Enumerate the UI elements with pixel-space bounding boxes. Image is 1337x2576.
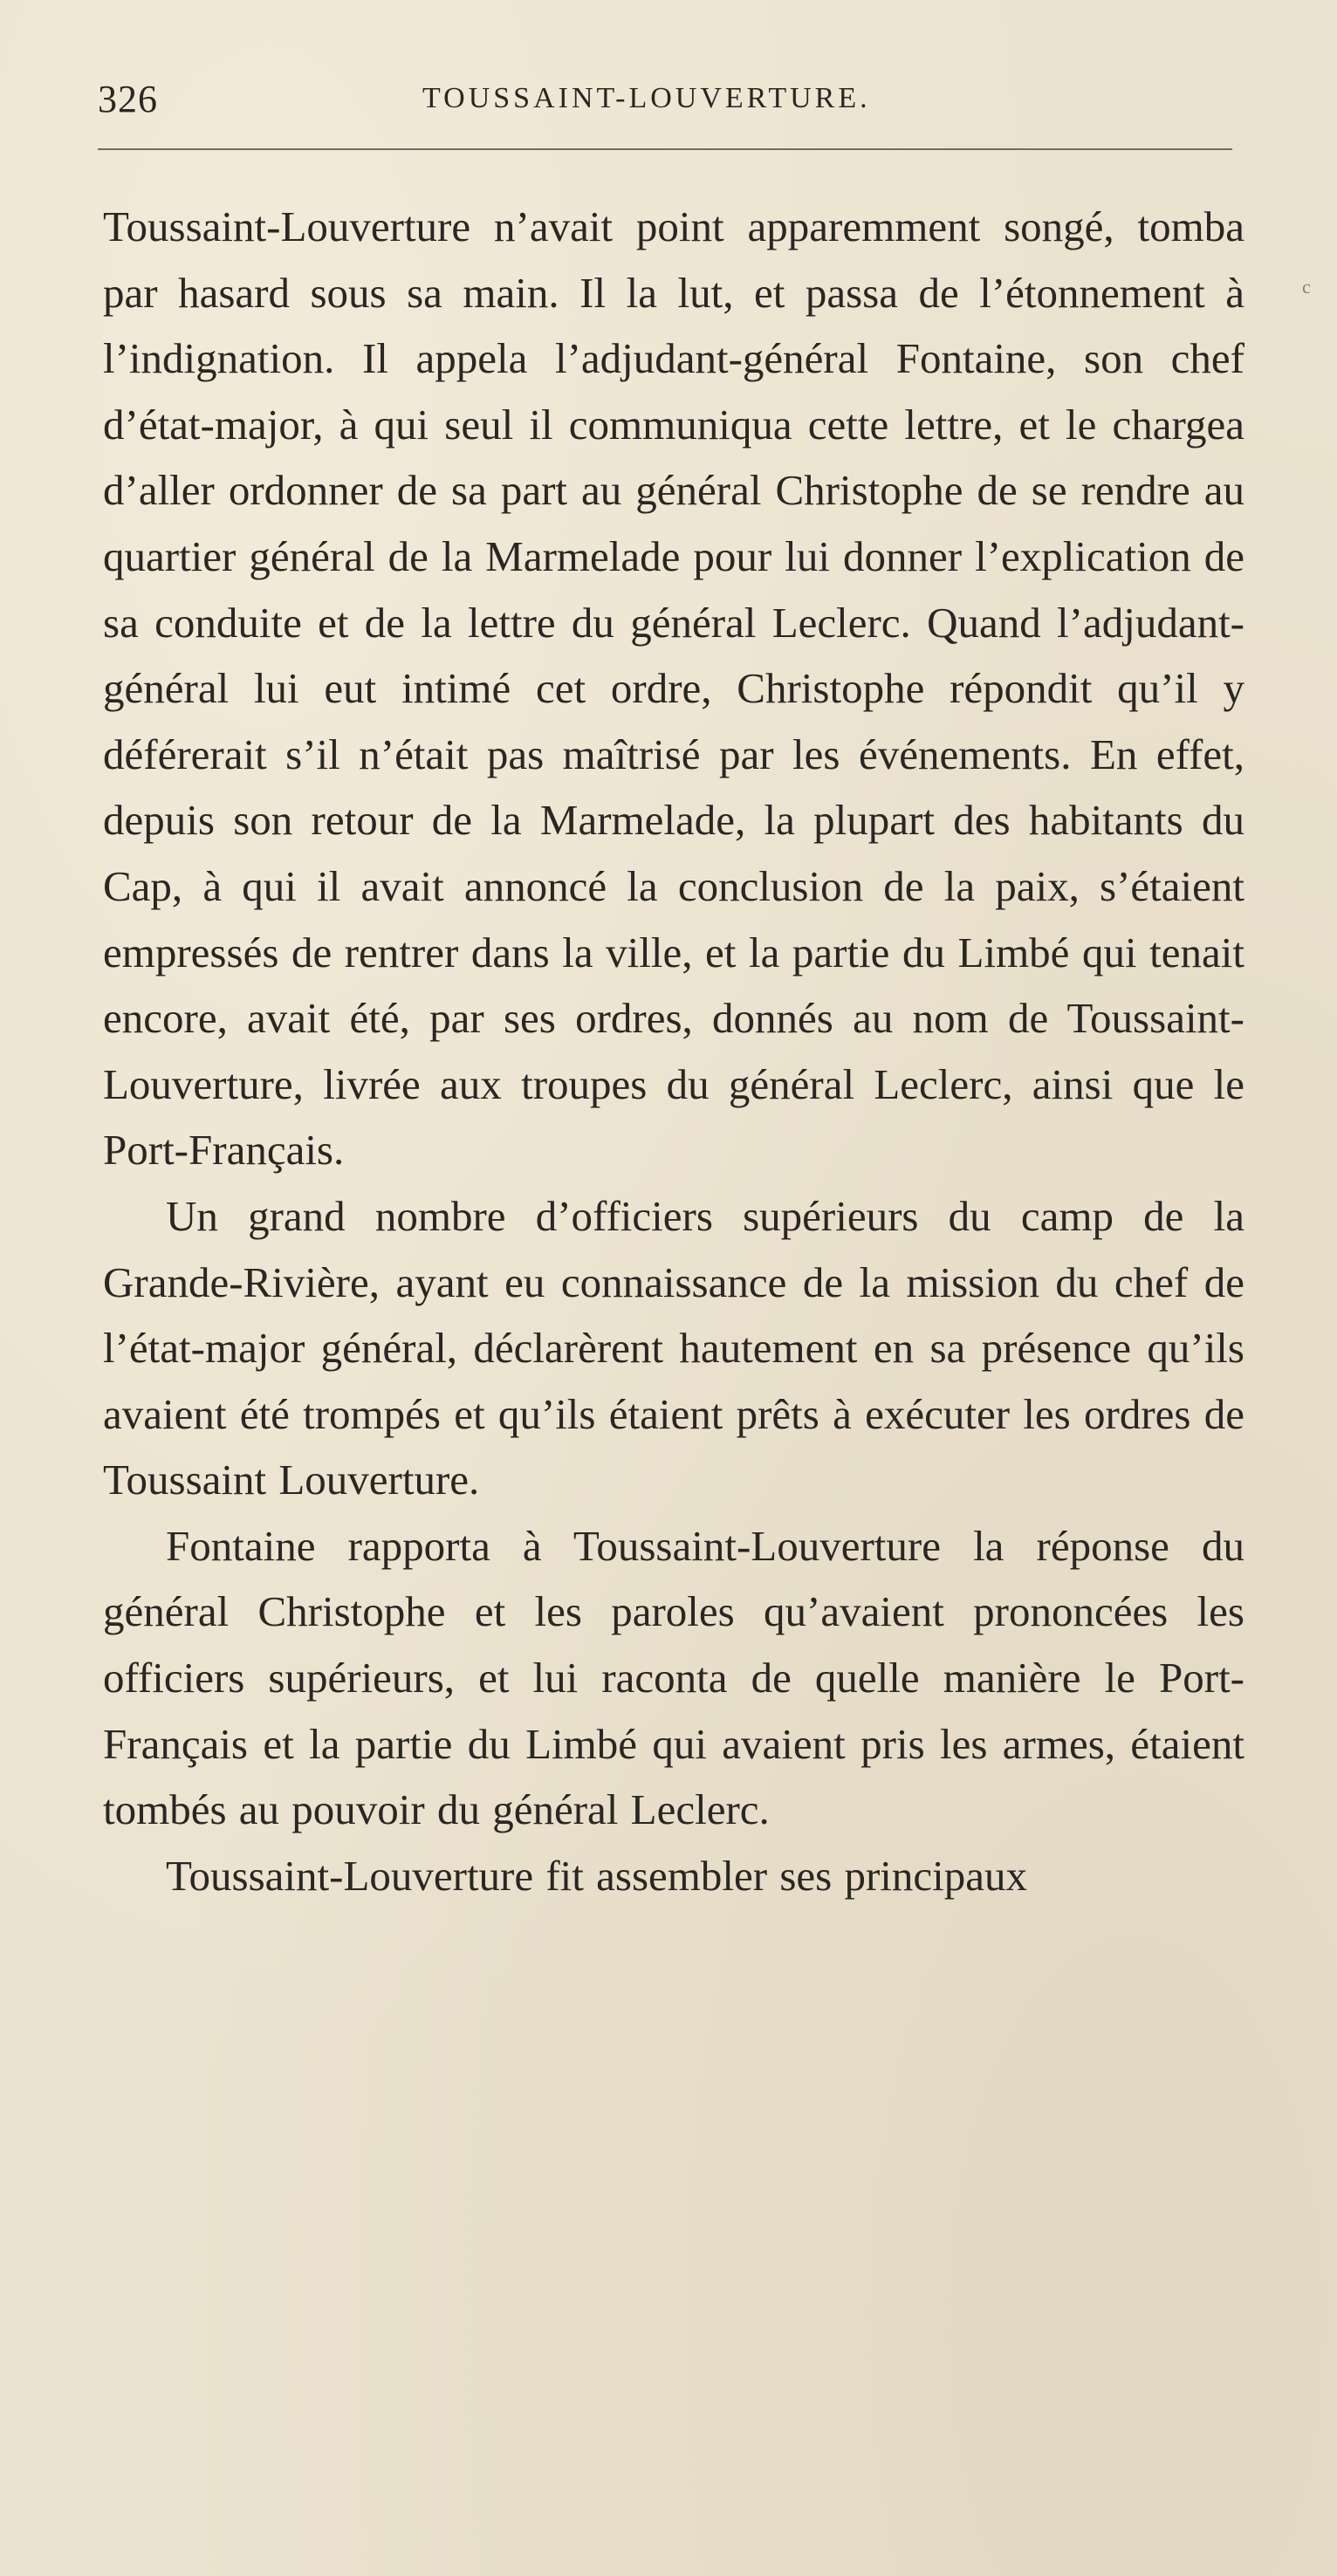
paragraph-continued: Toussaint-Louverture n’avait point apparemment songé, tomba par hasard sous sa main. Il la lut, et passa de l’étonnement à l’indignation. Il appela l’adjudant-général Fontaine, son chef d’état-major, à qui seul il communiqua cette lettre, et le chargea d’aller ordonner de sa part au général Christophe de se rendre au quartier général de la Marmelade pour lui donner l’explication de sa conduite et de la lettre du général Leclerc. Quand l’adjudant-général lui eut intimé cet ordre, Christophe répondit qu’il y déférerait s’il n’était pas maîtrisé par les événements. En effet, depuis son retour de la Marmelade, la plupart des habitants du Cap, à qui il avait annoncé la conclusion de la paix, s’étaient empressés de rentrer dans la ville, et la partie du Limbé qui tenait encore, avait été, par ses ordres, donnés au nom de Toussaint-Louverture, livrée aux troupes du général Leclerc, ainsi que le Port-Français. [103,202,1244,1175]
page-number: 326 [98,78,158,120]
running-head [98,77,1232,129]
body-text [103,194,1244,1908]
running-title: TOUSSAINT-LOUVERTURE. [422,82,871,114]
margin-mark: c [1302,276,1311,298]
header-rule [98,148,1232,150]
paragraph-fontaine-report: Fontaine rapporta à Toussaint-Louverture la réponse du général Christophe et les paroles qu’avaient prononcées les officiers supérieurs, et lui raconta de quelle manière le Port-Français et la partie du Limbé qui avaient pris les armes, étaient tombés au pouvoir du général Leclerc. [103,1521,1244,1834]
paragraph-officers: Un grand nombre d’officiers supérieurs du camp de la Grande-Rivière, ayant eu connaissance de la mission du chef de l’état-major général, déclarèrent hautement en sa présence qu’ils avaient été trompés et qu’ils étaient prêts à exécuter les ordres de Toussaint Louverture. [103,1191,1244,1504]
paragraph-assembly: Toussaint-Louverture fit assembler ses principaux [166,1851,1028,1900]
